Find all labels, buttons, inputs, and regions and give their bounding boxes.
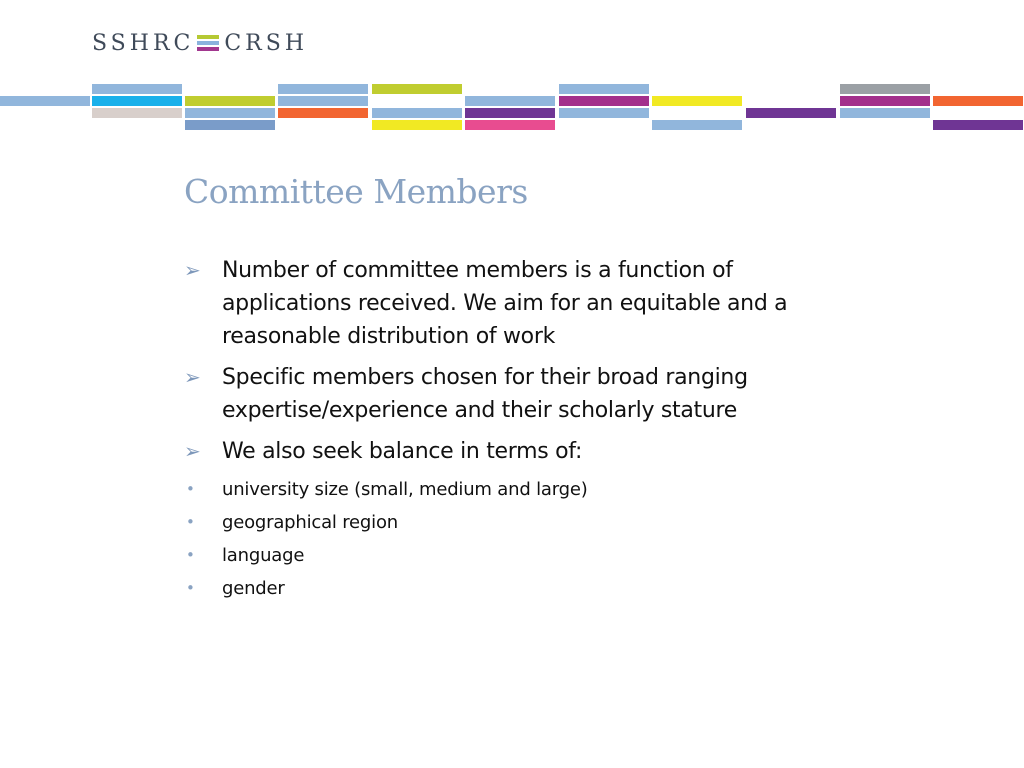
band-segment <box>278 84 368 94</box>
band-segment <box>559 96 649 106</box>
sub-bullet-item <box>184 542 864 569</box>
logo-text-crsh: CRSH <box>224 30 308 56</box>
logo-stripes-icon <box>197 34 219 52</box>
band-segment <box>652 96 742 106</box>
band-segment <box>92 96 182 106</box>
band-segment <box>840 96 930 106</box>
band-segment <box>185 120 275 130</box>
band-segment <box>185 96 275 106</box>
bullet-text: Specific members chosen for their broad ranging expertise/experience and their scholarly stature <box>222 365 748 423</box>
arrow-bullet-icon: ➢ <box>184 365 201 389</box>
bullet-item <box>184 254 864 353</box>
sub-bullet-text: gender <box>222 578 285 599</box>
band-segment <box>278 96 368 106</box>
dot-bullet-icon: • <box>186 579 195 597</box>
band-segment <box>933 96 1023 106</box>
band-segment <box>746 108 836 118</box>
bullet-text: We also seek balance in terms of: <box>222 439 583 464</box>
dot-bullet-icon: • <box>186 513 195 531</box>
band-segment <box>559 84 649 94</box>
band-segment <box>372 108 462 118</box>
arrow-bullet-icon: ➢ <box>184 258 201 282</box>
band-segment <box>933 120 1023 130</box>
bullet-item <box>184 435 864 468</box>
sub-bullet-item <box>184 509 864 536</box>
slide-content <box>184 254 864 608</box>
sub-bullet-item <box>184 575 864 602</box>
band-segment <box>372 84 462 94</box>
logo-text-sshrc: SSHRC <box>92 30 195 56</box>
sub-bullet-text: geographical region <box>222 512 398 533</box>
sub-bullet-item <box>184 476 864 503</box>
dot-bullet-icon: • <box>186 546 195 564</box>
sub-bullet-text: language <box>222 545 305 566</box>
band-segment <box>372 120 462 130</box>
bullet-item <box>184 361 864 427</box>
band-segment <box>92 108 182 118</box>
band-segment <box>465 120 555 130</box>
band-segment <box>559 108 649 118</box>
decorative-color-band <box>0 84 1024 134</box>
band-segment <box>465 108 555 118</box>
sub-bullet-list <box>184 476 864 602</box>
slide-title: Committee Members <box>184 172 528 211</box>
dot-bullet-icon: • <box>186 480 195 498</box>
band-segment <box>278 108 368 118</box>
band-segment <box>652 120 742 130</box>
band-segment <box>185 108 275 118</box>
band-segment <box>0 96 90 106</box>
band-segment <box>92 84 182 94</box>
band-segment <box>840 108 930 118</box>
bullet-text: Number of committee members is a function of applications received. We aim for an equitable and a reasonable distribution of work <box>222 258 788 349</box>
band-segment <box>840 84 930 94</box>
arrow-bullet-icon: ➢ <box>184 439 201 463</box>
sshrc-crsh-logo <box>92 30 308 56</box>
band-segment <box>465 96 555 106</box>
sub-bullet-text: university size (small, medium and large) <box>222 479 588 500</box>
